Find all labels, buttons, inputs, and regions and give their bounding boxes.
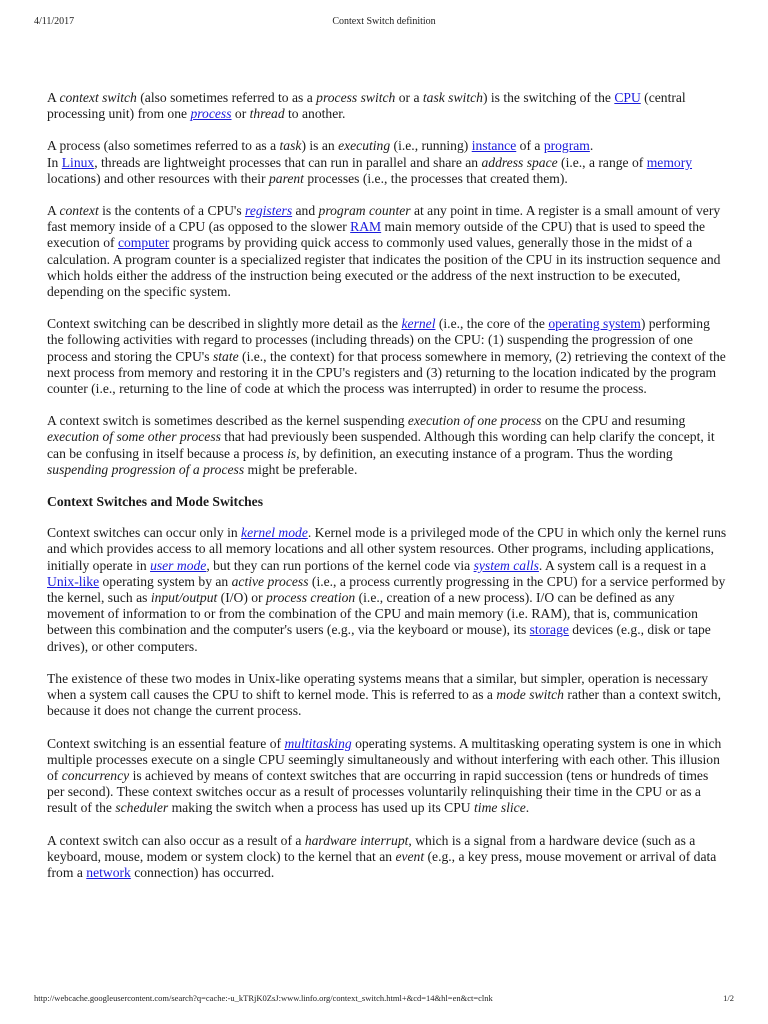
link-kernel[interactable]: kernel — [401, 316, 436, 332]
page-number: 1/2 — [723, 993, 734, 1003]
paragraph-7: The existence of these two modes in Unix-like operating systems means that a similar, but simpler, operation is necessary when a system call causes the CPU to shift to kernel mode. This is referred to as a mode switch rather than a context switch, because it does not change the current process. — [47, 670, 721, 719]
paragraph-3: A context is the contents of a CPU's registers and program counter at any point in time. A register is a small amount of very fast memory inside of a CPU (as opposed to the slower RAM main memory outside of the CPU) that is used to speed the execution of computer programs by providing quick access to commonly used values, generally those in the midst of a calculation. A program counter is a specialized register that indicates the position of the CPU in its instruction sequence and which holds either the address of the instruction being executed or the address of the next instruction to be executed, depending on the specific system. — [47, 203, 721, 300]
link-kernel-mode[interactable]: kernel mode — [241, 525, 308, 541]
paragraph-1: A context switch (also sometimes referred to as a process switch or a task switch) is the switching of the CPU (central processing unit) from one process or thread to another. — [47, 90, 686, 122]
print-title: Context Switch definition — [332, 16, 436, 27]
paragraph-5: A context switch is sometimes described as the kernel suspending execution of one process on the CPU and resuming execution of some other process that had previously been suspended. Although this wording can help clarify the concept, it can be confusing in itself because a process is, by definition, an executing instance of a program. Thus the wording suspending progression of a process might be preferable. — [47, 413, 715, 477]
link-storage[interactable]: storage — [529, 622, 569, 638]
link-unix-like[interactable]: Unix-like — [47, 573, 100, 589]
link-instance[interactable]: instance — [471, 138, 517, 154]
link-program[interactable]: program — [543, 138, 590, 154]
print-footer — [34, 993, 734, 1007]
link-ram[interactable]: RAM — [350, 219, 382, 235]
link-linux[interactable]: Linux — [61, 154, 95, 170]
section-heading: Context Switches and Mode Switches — [47, 494, 263, 510]
link-multitasking[interactable]: multitasking — [284, 735, 352, 751]
paragraph-9: A context switch can also occur as a result of a hardware interrupt, which is a signal from a hardware device (such as a keyboard, mouse, modem or system clock) to the kernel that an event (e.g., a key press, mouse movement or arrival of data from a network connection) has occurred. — [47, 832, 717, 880]
link-operating-system[interactable]: operating system — [548, 316, 641, 332]
print-header — [34, 16, 734, 30]
link-system-calls[interactable]: system calls — [473, 557, 539, 573]
print-date: 4/11/2017 — [34, 16, 75, 27]
link-memory[interactable]: memory — [646, 154, 693, 170]
article-body — [47, 90, 727, 897]
source-url: http://webcache.googleusercontent.com/search?q=cache:-u_kTRjK0ZsJ:www.linfo.org/context_switch.html+&cd=14&hl=en&ct=clnk — [34, 993, 493, 1003]
link-computer[interactable]: computer — [117, 235, 170, 251]
link-network[interactable]: network — [86, 864, 131, 880]
link-cpu[interactable]: CPU — [614, 90, 641, 105]
link-process[interactable]: process — [190, 106, 232, 122]
paragraph-2: A process (also sometimes referred to as a task) is an executing (i.e., running) instance of a program. In Linux, threads are lightweight processes that can run in parallel and share an address space (i.e., a range of memory locations) and other resources with their parent processes (i.e., the processes that created them). — [47, 138, 693, 186]
paragraph-8: Context switching is an essential feature of multitasking operating systems. A multitasking operating system is one in which multiple processes execute on a single CPU seemingly simultaneously and without interfering with each other. This illusion of concurrency is achieved by means of context switches that are occurring in rapid succession (tens or hundreds of times per second). These context switches occur as a result of processes voluntarily relinquishing their time in the CPU or as a result of the scheduler making the switch when a process has used up its CPU time slice. — [47, 735, 722, 816]
paragraph-4: Context switching can be described in slightly more detail as the kernel (i.e., the core of the operating system) performing the following activities with regard to processes (including threads) on the CPU: (1) suspending the progression of one process and storing the CPU's state (i.e., the context) for that process somewhere in memory, (2) retrieving the context of the next process from memory and restoring it in the CPU's registers and (3) returning to the location indicated by the program counter (i.e., returning to the line of code at which the process was interrupted) in order to resume the process. — [47, 316, 726, 397]
paragraph-6: Context switches can occur only in kernel mode. Kernel mode is a privileged mode of the CPU in which only the kernel runs and which provides access to all memory locations and all other system resources. Other programs, including applications, initially operate in user mode, but they can run portions of the kernel code via system calls. A system call is a request in a Unix-like operating system by an active process (i.e., a process currently progressing in the CPU) for a service performed by the kernel, such as input/output (I/O) or process creation (i.e., creation of a new process). I/O can be defined as any movement of information to or from the combination of the CPU and main memory (i.e. RAM), that is, communication between this combination and the computer's users (e.g., via the keyboard or mouse), its storage devices (e.g., disk or tape drives), or other computers. — [47, 525, 727, 654]
link-registers[interactable]: registers — [245, 203, 293, 219]
link-user-mode[interactable]: user mode — [150, 557, 207, 573]
